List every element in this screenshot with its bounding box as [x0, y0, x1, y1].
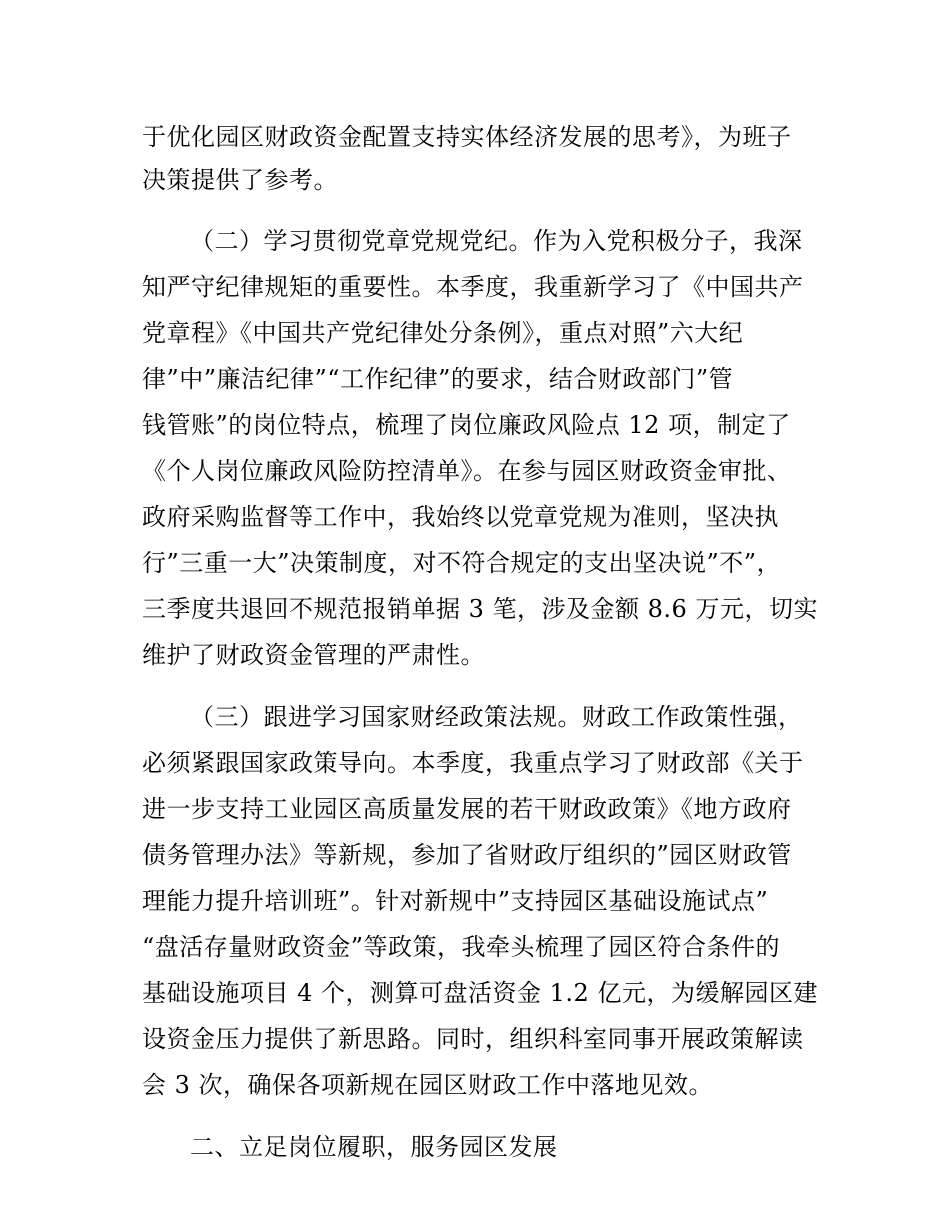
text-line: 政府采购监督等工作中，我始终以党章党规为准则，坚决执: [142, 503, 779, 531]
paragraph-start: （二）学习贯彻党章党规党纪。作为入党积极分子，我深: [190, 227, 803, 255]
text-line: 行”三重一大”决策制度，对不符合规定的支出坚决说”不”，: [142, 549, 782, 577]
text-line: 律”中”廉洁纪律”“工作纪律”的要求，结合财政部门”管: [142, 365, 734, 393]
text-line: 理能力提升培训班”。针对新规中”支持园区基础设施试点”: [142, 887, 769, 915]
paragraph-start: （三）跟进学习国家财经政策法规。财政工作政策性强，: [190, 703, 803, 731]
text-line: 基础设施项目 4 个，测算可盘活资金 1.2 亿元，为缓解园区建: [142, 979, 818, 1007]
section-heading: 二、立足岗位履职，服务园区发展: [190, 1133, 558, 1161]
text-line: 党章程》《中国共产党纪律处分条例》，重点对照”六大纪: [142, 319, 744, 347]
text-line: 《个人岗位廉政风险防控清单》。在参与园区财政资金审批、: [142, 457, 792, 485]
text-line: 知严守纪律规矩的重要性。本季度，我重新学习了《中国共产: [142, 273, 804, 301]
text-line: 决策提供了参考。: [142, 166, 338, 194]
text-line: 会 3 次，确保各项新规在园区财政工作中落地见效。: [142, 1071, 714, 1099]
text-line: 债务管理办法》等新规，参加了省财政厅组织的”园区财政管: [142, 841, 792, 869]
text-line: 必须紧跟国家政策导向。本季度，我重点学习了财政部《关于: [142, 749, 804, 777]
text-line: “盘活存量财政资金”等政策，我牵头梳理了园区符合条件的: [142, 933, 781, 961]
text-line: 钱管账”的岗位特点，梳理了岗位廉政风险点 12 项，制定了: [142, 411, 791, 439]
text-line: 进一步支持工业园区高质量发展的若干财政政策》《地方政府: [142, 795, 792, 823]
text-line: 于优化园区财政资金配置支持实体经济发展的思考》，为班子: [142, 123, 792, 151]
text-line: 设资金压力提供了新思路。同时，组织科室同事开展政策解读: [142, 1025, 804, 1053]
text-line: 维护了财政资金管理的严肃性。: [142, 641, 485, 669]
text-line: 三季度共退回不规范报销单据 3 笔，涉及金额 8.6 万元，切实: [142, 595, 818, 623]
